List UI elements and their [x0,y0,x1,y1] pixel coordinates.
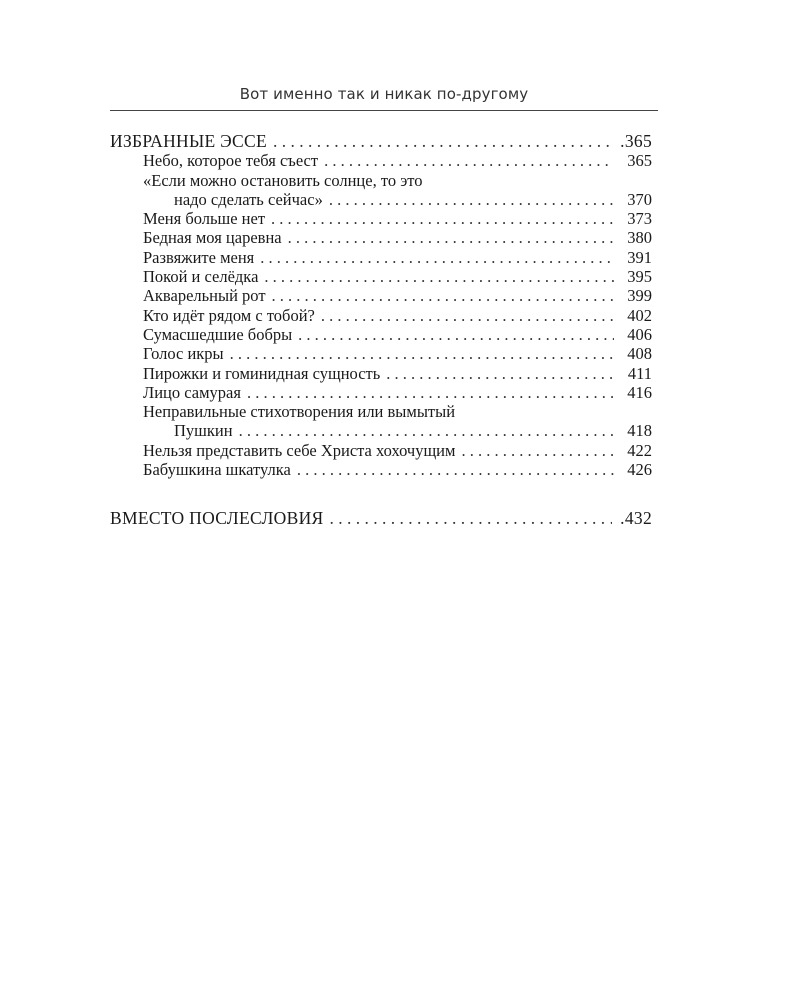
entry-page-number: 399 [627,286,652,306]
header-rule [110,110,658,111]
toc-entry[interactable] [110,460,652,479]
toc-entry[interactable] [110,441,652,460]
entry-title: Покой и селёдка [143,267,259,287]
entry-page-number: 365 [627,151,652,171]
entry-page-number: 426 [627,460,652,480]
dot-leader [461,441,614,460]
entry-page-number: 395 [627,267,652,287]
table-of-contents [110,132,652,529]
entry-page-number: 402 [627,305,652,325]
entry-title: Нельзя представить себе Христа хохочущим [143,440,456,460]
toc-entry[interactable] [110,344,652,363]
entry-page-number: 370 [627,189,652,209]
section-title: ВМЕСТО ПОСЛЕСЛОВИЯ [110,508,324,529]
dot-leader [288,228,614,247]
entry-page-number: 418 [627,421,652,441]
entry-title: Акварельный рот [143,286,266,306]
section-spacer [110,479,652,509]
entry-page-number: 408 [627,344,652,364]
dot-leader [324,151,614,170]
entry-title: Небо, которое тебя съест [143,151,319,171]
toc-entry[interactable] [110,306,652,325]
toc-entry[interactable] [110,383,652,402]
dot-leader [260,248,614,267]
toc-entry[interactable] [110,228,652,247]
dot-leader [329,509,612,528]
entry-title: Бабушкина шкатулка [143,460,291,480]
entry-title: Развяжите меня [143,247,255,267]
entry-title: Кто идёт рядом с тобой? [143,305,315,325]
entry-title: Сумасшедшие бобры [143,324,293,344]
toc-entry[interactable] [110,248,652,267]
entry-title: Пирожки и гоминидная сущность [143,363,381,383]
entry-page-number: 422 [627,440,652,460]
running-head: Вот именно так и никак по-другому [239,85,529,103]
toc-entry[interactable] [110,267,652,286]
entry-title-line1: Неправильные стихотворения или вымытый [143,402,456,422]
entry-title: надо сделать сейчас» [174,189,323,209]
entry-title: Голос икры [143,344,224,364]
section-page-number: .432 [620,508,652,529]
dot-leader [271,209,614,228]
dot-leader [272,286,614,305]
entry-page-number: 411 [627,363,652,383]
entry-page-number: 380 [627,228,652,248]
entry-page-number: 416 [627,382,652,402]
dot-leader [297,460,614,479]
dot-leader [298,325,614,344]
entry-page-number: 373 [627,209,652,229]
section-title: ИЗБРАННЫЕ ЭССЕ [110,131,267,151]
toc-entry[interactable] [110,151,652,170]
toc-entry[interactable] [110,325,652,344]
dot-leader [321,306,614,325]
entry-title: Пушкин [174,421,233,441]
section-page-number: .365 [620,131,652,151]
dot-leader [264,267,614,286]
dot-leader [329,190,614,209]
toc-entry[interactable] [110,190,652,209]
entry-title: Лицо самурая [143,382,241,402]
dot-leader [239,421,614,440]
entry-page-number: 391 [627,247,652,267]
entry-title: Меня больше нет [143,209,266,229]
entry-title: Бедная моя царевна [143,228,282,248]
toc-section-heading[interactable] [110,132,652,151]
entry-title-line1: «Если можно остановить солнце, то это [143,170,423,190]
dot-leader [247,383,614,402]
dot-leader [230,344,614,363]
entry-page-number: 406 [627,324,652,344]
toc-entry[interactable] [110,421,652,440]
dot-leader [386,364,614,383]
toc-section-heading[interactable] [110,509,652,528]
toc-entry[interactable] [110,286,652,305]
toc-entry[interactable] [110,364,652,383]
dot-leader [273,132,612,151]
toc-entry[interactable] [110,209,652,228]
